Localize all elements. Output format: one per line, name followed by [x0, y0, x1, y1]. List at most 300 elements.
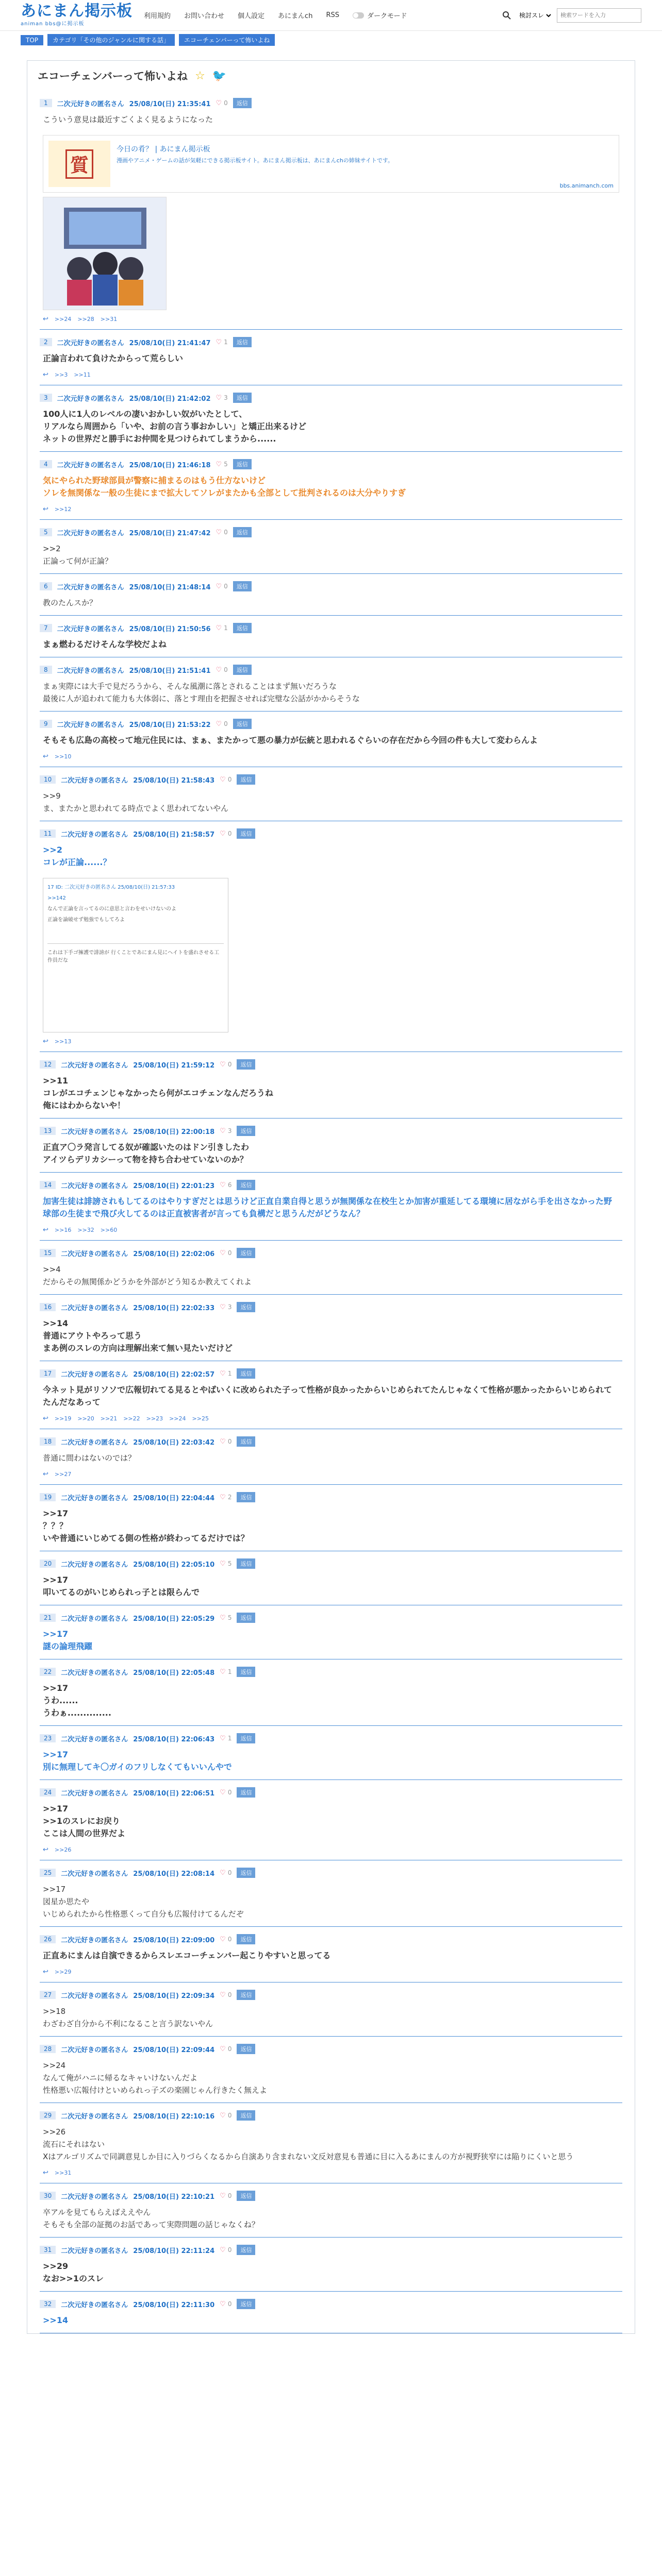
like-count: 0	[227, 2045, 232, 2053]
nav-terms[interactable]: 利用規約	[144, 12, 171, 20]
post-number[interactable]: 5	[40, 528, 52, 536]
reply-button[interactable]: 返信	[237, 1059, 255, 1070]
post-item	[40, 2037, 622, 2103]
post-date: 25/08/10(日) 21:35:41	[129, 100, 211, 108]
post-date: 25/08/10(日) 21:51:41	[129, 667, 211, 675]
reply-ref-link[interactable]: >>16	[54, 1227, 72, 1233]
attached-screenshot[interactable]	[43, 878, 228, 1032]
post-body: 気にやられた野球部員が警察に捕まるのはもう仕方ないけど ソレを無関係な一般の生徒にまで拡大してソレがまたかも全部として批判されるのは大分やりすぎ	[43, 476, 406, 498]
post-number[interactable]: 29	[40, 2111, 56, 2120]
post-date: 25/08/10(日) 22:06:43	[133, 1735, 215, 1743]
like-count: 0	[227, 1869, 232, 1876]
post-header	[40, 1059, 622, 1070]
post-body: 正論言われて負けたからって荒らしい	[43, 353, 184, 363]
reply-arrow-icon: ↩	[43, 753, 48, 760]
post-body: >>17 謎の論理飛躍	[43, 1629, 93, 1651]
heart-icon[interactable]: ♡	[216, 338, 222, 346]
site-header	[0, 0, 662, 31]
post-date: 25/08/10(日) 22:05:48	[133, 1669, 215, 1677]
heart-icon[interactable]: ♡	[220, 1493, 226, 1501]
shot-line: >>142	[47, 895, 66, 901]
post-list	[27, 91, 635, 2333]
poster-name: 二次元好きの匿名さん	[61, 2301, 128, 2309]
post-item	[40, 520, 622, 574]
reply-button[interactable]: 返信	[237, 1558, 255, 1569]
post-item	[40, 2292, 622, 2333]
reply-refs	[40, 753, 622, 767]
reply-button[interactable]: 返信	[237, 1126, 255, 1136]
like-count: 0	[227, 2246, 232, 2253]
post-number[interactable]: 19	[40, 1493, 56, 1501]
reply-refs	[40, 1038, 622, 1052]
post-number[interactable]: 21	[40, 1614, 56, 1622]
heart-icon[interactable]: ♡	[220, 1060, 226, 1069]
reply-ref-link[interactable]: >>10	[54, 753, 72, 760]
reply-ref-link[interactable]: >>24	[54, 316, 72, 323]
attached-image[interactable]	[43, 197, 167, 310]
favorite-star-icon[interactable]: ☆	[195, 69, 205, 82]
poster-name: 二次元好きの匿名さん	[61, 1936, 128, 1944]
poster-name: 二次元好きの匿名さん	[61, 2193, 128, 2201]
logo-sub-text: animan bbs@に掲示板	[21, 21, 85, 27]
heart-icon[interactable]: ♡	[220, 1668, 226, 1676]
post-item	[40, 1485, 622, 1551]
poster-name: 二次元好きの匿名さん	[61, 1250, 128, 1258]
post-item	[40, 2103, 622, 2183]
nav-settings[interactable]: 個人設定	[238, 12, 265, 20]
post-number[interactable]: 6	[40, 582, 52, 590]
reply-ref-link[interactable]: >>12	[54, 506, 72, 513]
post-number[interactable]: 7	[40, 624, 52, 632]
heart-icon[interactable]: ♡	[220, 1127, 226, 1135]
reply-button[interactable]: 返信	[233, 581, 252, 591]
link-preview-logo: 質	[48, 141, 110, 187]
heart-icon[interactable]: ♡	[220, 2045, 226, 2053]
like-count: 0	[227, 2300, 232, 2308]
reply-button[interactable]: 返信	[237, 1613, 255, 1623]
poster-name: 二次元好きの匿名さん	[61, 1370, 128, 1379]
post-item	[40, 1551, 622, 1605]
reply-ref-link[interactable]: >>60	[100, 1227, 118, 1233]
reply-ref-link[interactable]: >>13	[54, 1038, 72, 1045]
post-number[interactable]: 13	[40, 1127, 56, 1135]
poster-name: 二次元好きの匿名さん	[61, 1992, 128, 2000]
post-number[interactable]: 31	[40, 2246, 56, 2254]
poster-name: 二次元好きの匿名さん	[57, 583, 124, 591]
reply-ref-link[interactable]: >>21	[100, 1415, 118, 1422]
post-number[interactable]: 27	[40, 1991, 56, 1999]
twitter-share-icon[interactable]: 🐦	[212, 69, 227, 82]
like-count: 1	[227, 1668, 232, 1675]
reply-button[interactable]: 返信	[237, 1934, 255, 1944]
post-body: >>14 普通にアウトやろって思う まあ例のスレの方向は理解出来て無い見たいだけど	[43, 1318, 233, 1353]
post-number[interactable]: 22	[40, 1668, 56, 1676]
post-date: 25/08/10(日) 21:46:18	[129, 461, 211, 469]
post-item	[40, 385, 622, 452]
post-body: 加害生徒は誹謗されもしてるのはやりすぎだとは思うけど正直自業自得と思うが無関係な在校生とか加害が重延してる環境に居ながら手を出さなかった野球部の生徒まで飛び火してるのは正直被害者が言っても負構だと思うんだがどうなん？	[43, 1196, 613, 1218]
post-number[interactable]: 18	[40, 1437, 56, 1446]
reply-arrow-icon: ↩	[43, 1226, 48, 1234]
poster-name: 二次元好きの匿名さん	[61, 1561, 128, 1569]
post-number[interactable]: 23	[40, 1734, 56, 1742]
post-body: 普通に間わはないのでは？	[43, 1453, 136, 1463]
like-count: 1	[224, 338, 228, 346]
search-scope-select[interactable]	[517, 11, 553, 20]
reply-ref-link[interactable]: >>32	[77, 1227, 94, 1233]
like-count: 0	[227, 1936, 232, 1943]
post-item	[40, 452, 622, 520]
search-input[interactable]	[557, 8, 641, 23]
post-body: そもそも広島の高校って地元住民には、まぁ、またかって悪の暴力が伝統と思われるぐらいの存在だから今回の件も大して変わらんよ	[43, 735, 538, 745]
poster-name: 二次元好きの匿名さん	[61, 2112, 128, 2121]
post-number[interactable]: 26	[40, 1935, 56, 1943]
reply-ref-link[interactable]: >>20	[77, 1415, 94, 1422]
breadcrumb	[0, 31, 662, 49]
post-number[interactable]: 10	[40, 775, 56, 784]
post-date: 25/08/10(日) 21:59:12	[133, 1061, 215, 1070]
post-header	[40, 1126, 622, 1136]
reply-button[interactable]: 返信	[237, 1492, 255, 1502]
heart-icon[interactable]: ♡	[216, 99, 222, 107]
post-body: >>11 コレがエコチェンじゃなかったら何がエコチェンなんだろうね 俺にはわからないや！	[43, 1076, 274, 1110]
post-date: 25/08/10(日) 22:05:29	[133, 1615, 215, 1623]
shot-line: なんで正論を言ってるのに意思と言わをせいけないのよ	[47, 906, 176, 912]
post-header	[40, 2110, 622, 2121]
reply-button[interactable]: 返信	[233, 623, 252, 633]
reply-refs	[40, 1470, 622, 1484]
reply-refs	[40, 315, 622, 329]
post-item	[40, 2183, 622, 2238]
poster-name: 二次元好きの匿名さん	[57, 395, 124, 403]
post-number[interactable]: 30	[40, 2192, 56, 2200]
reply-button[interactable]: 返信	[237, 1868, 255, 1878]
search-area	[501, 8, 641, 23]
poster-name: 二次元好きの匿名さん	[61, 1789, 128, 1798]
reply-arrow-icon: ↩	[43, 315, 48, 323]
reply-button[interactable]: 返信	[237, 2110, 255, 2121]
post-number[interactable]: 32	[40, 2300, 56, 2308]
reply-button[interactable]: 返信	[237, 2191, 255, 2201]
reply-button[interactable]: 返信	[237, 1990, 255, 2000]
poster-name: 二次元好きの匿名さん	[61, 1182, 128, 1190]
like-count: 0	[227, 1061, 232, 1068]
reply-button[interactable]: 返信	[237, 2245, 255, 2255]
reply-arrow-icon: ↩	[43, 1415, 48, 1422]
post-header	[40, 2191, 622, 2201]
post-number[interactable]: 17	[40, 1369, 56, 1378]
logo-main-text: あにまん掲示板	[21, 2, 133, 20]
post-header	[40, 1787, 622, 1798]
post-number[interactable]: 25	[40, 1869, 56, 1877]
post-date: 25/08/10(日) 21:58:43	[133, 776, 215, 785]
reply-button[interactable]: 返信	[237, 2299, 255, 2309]
reply-ref-link[interactable]: >>22	[123, 1415, 140, 1422]
post-header	[40, 1990, 622, 2000]
post-body: >>14	[43, 2315, 69, 2325]
post-body: 今ネット見がリソソで広報切れてる見るとやばいくに改められた子って性格が良かったからいじめられてたんじゃなくて性格が悪かったからいじめられてたんだなあって	[43, 1385, 613, 1407]
post-body: >>17 うわ...... うわぁ..............	[43, 1683, 111, 1718]
post-body: >>17 叩いてるのがいじめられっ子とは限らんで	[43, 1575, 200, 1597]
breadcrumb-thread[interactable]: エコーチェンバーって怖いよね	[179, 34, 275, 46]
reply-ref-link[interactable]: >>23	[146, 1415, 163, 1422]
poster-name: 二次元好きの匿名さん	[61, 1669, 128, 1677]
like-count: 6	[227, 1181, 232, 1189]
reply-arrow-icon: ↩	[43, 1470, 48, 1478]
post-body: >>29 なお>>1のスレ	[43, 2261, 104, 2283]
heart-icon[interactable]: ♡	[220, 775, 226, 784]
post-item	[40, 1982, 622, 2037]
post-body: >>17 >>1のスレにお戻り ここは人間の世界だよ	[43, 1804, 126, 1838]
reply-button[interactable]: 返信	[237, 1248, 255, 1258]
post-header	[40, 1492, 622, 1502]
reply-button[interactable]: 返信	[233, 393, 252, 403]
post-body: >>17 別に無理してキ〇ガイのフリしなくてもいいんやで	[43, 1750, 232, 1772]
heart-icon[interactable]: ♡	[216, 720, 222, 728]
heart-icon[interactable]: ♡	[220, 1614, 226, 1622]
reply-button[interactable]: 返信	[237, 1667, 255, 1677]
reply-button[interactable]: 返信	[237, 1733, 255, 1743]
post-item	[40, 1241, 622, 1295]
poster-name: 二次元好きの匿名さん	[61, 1735, 128, 1743]
heart-icon[interactable]: ♡	[220, 1788, 226, 1797]
post-number[interactable]: 12	[40, 1060, 56, 1069]
poster-name: 二次元好きの匿名さん	[57, 667, 124, 675]
reply-ref-link[interactable]: >>3	[54, 371, 68, 378]
post-item	[40, 711, 622, 767]
post-header	[40, 581, 622, 591]
heart-icon[interactable]: ♡	[216, 394, 222, 402]
post-body: まぁ燃わるだけそんな学校だよね	[43, 639, 167, 649]
reply-refs	[40, 1226, 622, 1240]
heart-icon[interactable]: ♡	[220, 829, 226, 838]
reply-arrow-icon: ↩	[43, 371, 48, 379]
post-number[interactable]: 15	[40, 1249, 56, 1257]
reply-button[interactable]: 返信	[237, 1787, 255, 1798]
post-date: 25/08/10(日) 22:02:06	[133, 1250, 215, 1258]
post-item	[40, 1173, 622, 1241]
nav-animanch[interactable]: あにまんch	[278, 12, 313, 20]
post-header	[40, 1180, 622, 1190]
like-count: 0	[227, 830, 232, 837]
heart-icon[interactable]: ♡	[220, 1734, 226, 1742]
post-date: 25/08/10(日) 21:48:14	[129, 583, 211, 591]
reply-ref-link[interactable]: >>25	[192, 1415, 209, 1422]
dark-mode-label: ダークモード	[367, 12, 407, 20]
post-header	[40, 459, 622, 469]
post-date: 25/08/10(日) 22:08:14	[133, 1870, 215, 1878]
heart-icon[interactable]: ♡	[216, 528, 222, 536]
breadcrumb-category[interactable]: カテゴリ「その他のジャンルに関する話」	[47, 34, 175, 46]
post-number[interactable]: 2	[40, 338, 52, 346]
post-item	[40, 1052, 622, 1118]
post-date: 25/08/10(日) 21:47:42	[129, 529, 211, 537]
post-header	[40, 1868, 622, 1878]
heart-icon[interactable]: ♡	[220, 1935, 226, 1943]
nav-contact[interactable]: お問い合わせ	[184, 12, 225, 20]
post-header	[40, 98, 622, 108]
post-header	[40, 1302, 622, 1312]
reply-refs	[40, 371, 622, 385]
reply-button[interactable]: 返信	[237, 1180, 255, 1190]
search-icon[interactable]	[501, 9, 513, 22]
post-item	[40, 1605, 622, 1659]
heart-icon[interactable]: ♡	[220, 1991, 226, 1999]
heart-icon[interactable]: ♡	[220, 1560, 226, 1568]
post-body: >>26 流石にそれはない Xはアルゴリズムで同調意見しか目に入りづらくなるから自演あり含まれない文反対意見も普通に目に入るあにまんの方が視野狭窄には陥りにくいと思う	[43, 2127, 574, 2161]
reply-ref-link[interactable]: >>24	[169, 1415, 186, 1422]
poster-name: 二次元好きの匿名さん	[61, 1615, 128, 1623]
reply-arrow-icon: ↩	[43, 505, 48, 513]
post-item	[40, 1659, 622, 1726]
reply-button[interactable]: 返信	[237, 1302, 255, 1312]
post-number[interactable]: 28	[40, 2045, 56, 2053]
post-header	[40, 527, 622, 537]
reply-button[interactable]: 返信	[237, 774, 255, 785]
reply-ref-link[interactable]: >>19	[54, 1415, 72, 1422]
poster-name: 二次元好きの匿名さん	[57, 461, 124, 469]
reply-ref-link[interactable]: >>11	[74, 371, 91, 378]
toggle-switch-icon[interactable]	[353, 12, 364, 19]
post-date: 25/08/10(日) 21:58:57	[133, 831, 215, 839]
post-number[interactable]: 4	[40, 460, 52, 468]
main-nav	[144, 10, 407, 20]
heart-icon[interactable]: ♡	[216, 582, 222, 590]
like-count: 3	[224, 394, 228, 401]
post-item	[40, 574, 622, 616]
thread-container	[27, 60, 635, 2334]
heart-icon[interactable]: ♡	[216, 460, 222, 468]
heart-icon[interactable]: ♡	[216, 624, 222, 632]
heart-icon[interactable]: ♡	[220, 1369, 226, 1378]
reply-button[interactable]: 返信	[237, 2044, 255, 2054]
post-date: 25/08/10(日) 21:41:47	[129, 339, 211, 347]
post-body: 卒アルを見てもらえばええやん そもそも全部の証拠のお話であって実際問題の話じゃなくね？	[43, 2208, 259, 2229]
post-date: 25/08/10(日) 21:53:22	[129, 721, 211, 729]
poster-name: 二次元好きの匿名さん	[57, 529, 124, 537]
heart-icon[interactable]: ♡	[220, 2111, 226, 2120]
post-number[interactable]: 11	[40, 829, 56, 838]
like-count: 0	[227, 1438, 232, 1445]
reply-ref-link[interactable]: >>27	[54, 1471, 72, 1478]
nav-rss[interactable]: RSS	[326, 11, 339, 19]
like-count: 2	[227, 1494, 232, 1501]
reply-button[interactable]: 返信	[237, 828, 255, 839]
link-preview-title: 今日の肴？ | あにまん掲示板	[117, 145, 210, 154]
reply-button[interactable]: 返信	[233, 98, 252, 108]
like-count: 1	[227, 1735, 232, 1742]
post-date: 25/08/10(日) 22:03:42	[133, 1438, 215, 1447]
post-number[interactable]: 9	[40, 720, 52, 728]
post-date: 25/08/10(日) 22:02:33	[133, 1304, 215, 1312]
like-count: 0	[224, 529, 228, 536]
post-header	[40, 1248, 622, 1258]
post-item	[40, 1361, 622, 1429]
heart-icon[interactable]: ♡	[220, 2300, 226, 2308]
post-date: 25/08/10(日) 22:10:21	[133, 2193, 215, 2201]
heart-icon[interactable]: ♡	[220, 1181, 226, 1189]
reply-refs	[40, 1846, 622, 1860]
post-date: 25/08/10(日) 22:01:23	[133, 1182, 215, 1190]
post-number[interactable]: 24	[40, 1788, 56, 1797]
reply-button[interactable]: 返信	[233, 459, 252, 469]
reply-ref-link[interactable]: >>26	[54, 1846, 72, 1853]
post-date: 25/08/10(日) 22:00:18	[133, 1128, 215, 1136]
reply-button[interactable]: 返信	[233, 719, 252, 729]
post-body: 正直ア〇ラ発言してる奴が確認いたのはドン引きしたわ アイツらデリカシーって物を持ち合わせていないのか？	[43, 1142, 250, 1164]
post-header	[40, 665, 622, 675]
post-number[interactable]: 1	[40, 99, 52, 107]
post-body: >>9 ま、またかと思われてる時点でよく思われてないやん	[43, 791, 229, 813]
reply-button[interactable]: 返信	[237, 1436, 255, 1447]
post-item	[40, 657, 622, 711]
post-item	[40, 2238, 622, 2292]
heart-icon[interactable]: ♡	[220, 1249, 226, 1257]
heart-icon[interactable]: ♡	[220, 2246, 226, 2254]
reply-button[interactable]: 返信	[233, 665, 252, 675]
post-item	[40, 1429, 622, 1485]
reply-button[interactable]: 返信	[233, 337, 252, 347]
post-number[interactable]: 16	[40, 1303, 56, 1311]
poster-name: 二次元好きの匿名さん	[61, 1870, 128, 1878]
like-count: 0	[224, 583, 228, 590]
post-item	[40, 1927, 622, 1982]
heart-icon[interactable]: ♡	[220, 1303, 226, 1311]
post-header	[40, 393, 622, 403]
poster-name: 二次元好きの匿名さん	[57, 339, 124, 347]
post-item	[40, 1726, 622, 1780]
post-number[interactable]: 8	[40, 666, 52, 674]
site-logo[interactable]	[21, 4, 133, 27]
link-preview-card[interactable]	[43, 135, 619, 193]
reply-refs	[40, 1968, 622, 1982]
post-number[interactable]: 14	[40, 1181, 56, 1189]
poster-name: 二次元好きの匿名さん	[57, 625, 124, 633]
post-body: >>17 ？？？ いや普通にいじめてる側の性格が終わってるだけでは？	[43, 1509, 249, 1543]
post-item	[40, 1295, 622, 1361]
reply-arrow-icon: ↩	[43, 1846, 48, 1854]
post-date: 25/08/10(日) 21:42:02	[129, 395, 211, 403]
like-count: 5	[227, 1614, 232, 1621]
poster-name: 二次元好きの匿名さん	[57, 721, 124, 729]
breadcrumb-top[interactable]: TOP	[21, 35, 43, 45]
like-count: 0	[224, 99, 228, 107]
like-count: 1	[224, 624, 228, 632]
heart-icon[interactable]: ♡	[216, 666, 222, 674]
shot-line: 正論を論破せず勉強でもしてろよ	[47, 917, 125, 923]
like-count: 0	[227, 2112, 232, 2119]
post-number[interactable]: 3	[40, 394, 52, 402]
reply-ref-link[interactable]: >>31	[54, 2170, 72, 2176]
post-body: >>2 コレが正論......？	[43, 845, 111, 867]
poster-name: 二次元好きの匿名さん	[61, 1494, 128, 1502]
heart-icon[interactable]: ♡	[220, 1869, 226, 1877]
dark-mode-toggle[interactable]	[353, 10, 407, 20]
reply-ref-link[interactable]: >>31	[100, 316, 118, 323]
heart-icon[interactable]: ♡	[220, 1437, 226, 1446]
post-number[interactable]: 20	[40, 1560, 56, 1568]
post-header	[40, 1934, 622, 1944]
reply-ref-link[interactable]: >>28	[77, 316, 94, 323]
reply-ref-link[interactable]: >>29	[54, 1969, 72, 1975]
reply-button[interactable]: 返信	[237, 1368, 255, 1379]
link-preview-text	[110, 141, 400, 187]
post-item	[40, 1780, 622, 1860]
reply-button[interactable]: 返信	[233, 527, 252, 537]
heart-icon[interactable]: ♡	[220, 2192, 226, 2200]
reply-arrow-icon: ↩	[43, 1968, 48, 1976]
post-header	[40, 828, 622, 839]
reply-arrow-icon: ↩	[43, 1038, 48, 1045]
